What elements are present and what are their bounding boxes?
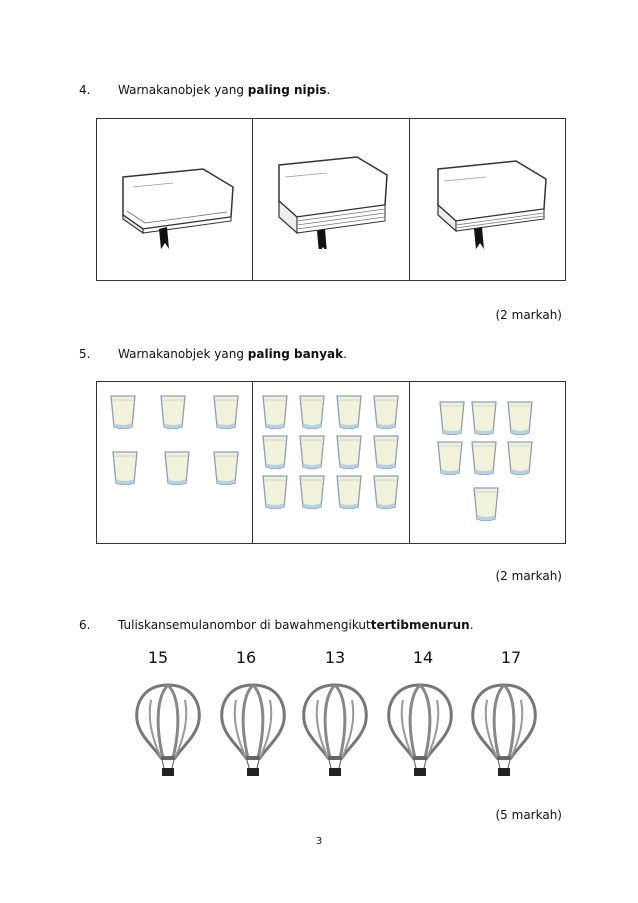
glass-option-3[interactable] (410, 382, 565, 543)
glass-icon (298, 394, 326, 430)
glass-icon (212, 394, 240, 430)
hot-air-balloon-icon (469, 682, 539, 780)
glass-icon (163, 450, 191, 486)
hot-air-balloon-icon (133, 682, 203, 780)
question-4-marks: (2 markah) (495, 308, 562, 322)
glass-icon (159, 394, 187, 430)
hot-air-balloon-icon (218, 682, 288, 780)
question-6-number: 6. (79, 618, 91, 632)
book-option-2[interactable] (253, 119, 409, 280)
glass-icon (109, 394, 137, 430)
number-5: 17 (500, 648, 522, 667)
book-option-1[interactable] (97, 119, 253, 280)
glass-icon (506, 400, 534, 436)
question-4-number: 4. (79, 83, 91, 97)
glass-icon (438, 400, 466, 436)
number-3: 13 (324, 648, 346, 667)
book-icon (267, 149, 397, 249)
hot-air-balloon-icon (385, 682, 455, 780)
glass-icon (372, 474, 400, 510)
page-number: 3 (315, 836, 323, 847)
glass-icon (436, 440, 464, 476)
question-5-number: 5. (79, 347, 91, 361)
question-4-text: Warnakanobjek yang paling nipis. (118, 83, 331, 97)
question-6-text: Tuliskansemulanombor di bawahmengikuttertibmenurun. (118, 618, 474, 632)
glass-icon (335, 434, 363, 470)
glasses-option-row (96, 381, 566, 544)
glass-icon (470, 440, 498, 476)
books-option-row (96, 118, 566, 281)
book-icon (113, 157, 243, 257)
hot-air-balloon-icon (300, 682, 370, 780)
glass-icon (335, 394, 363, 430)
glass-icon (298, 474, 326, 510)
glass-icon (212, 450, 240, 486)
glass-icon (298, 434, 326, 470)
question-5-text: Warnakanobjek yang paling banyak. (118, 347, 347, 361)
number-4: 14 (412, 648, 434, 667)
book-option-3[interactable] (410, 119, 565, 280)
glass-option-1[interactable] (97, 382, 253, 543)
question-6-marks: (5 markah) (495, 808, 562, 822)
glass-icon (372, 434, 400, 470)
book-icon (426, 151, 556, 251)
glass-icon (261, 434, 289, 470)
glass-icon (472, 486, 500, 522)
glass-icon (506, 440, 534, 476)
question-5-marks: (2 markah) (495, 569, 562, 583)
glass-icon (261, 394, 289, 430)
glass-option-2[interactable] (253, 382, 409, 543)
glass-icon (261, 474, 289, 510)
number-2: 16 (235, 648, 257, 667)
glass-icon (470, 400, 498, 436)
glass-icon (372, 394, 400, 430)
glass-icon (111, 450, 139, 486)
glass-icon (335, 474, 363, 510)
number-1: 15 (147, 648, 169, 667)
